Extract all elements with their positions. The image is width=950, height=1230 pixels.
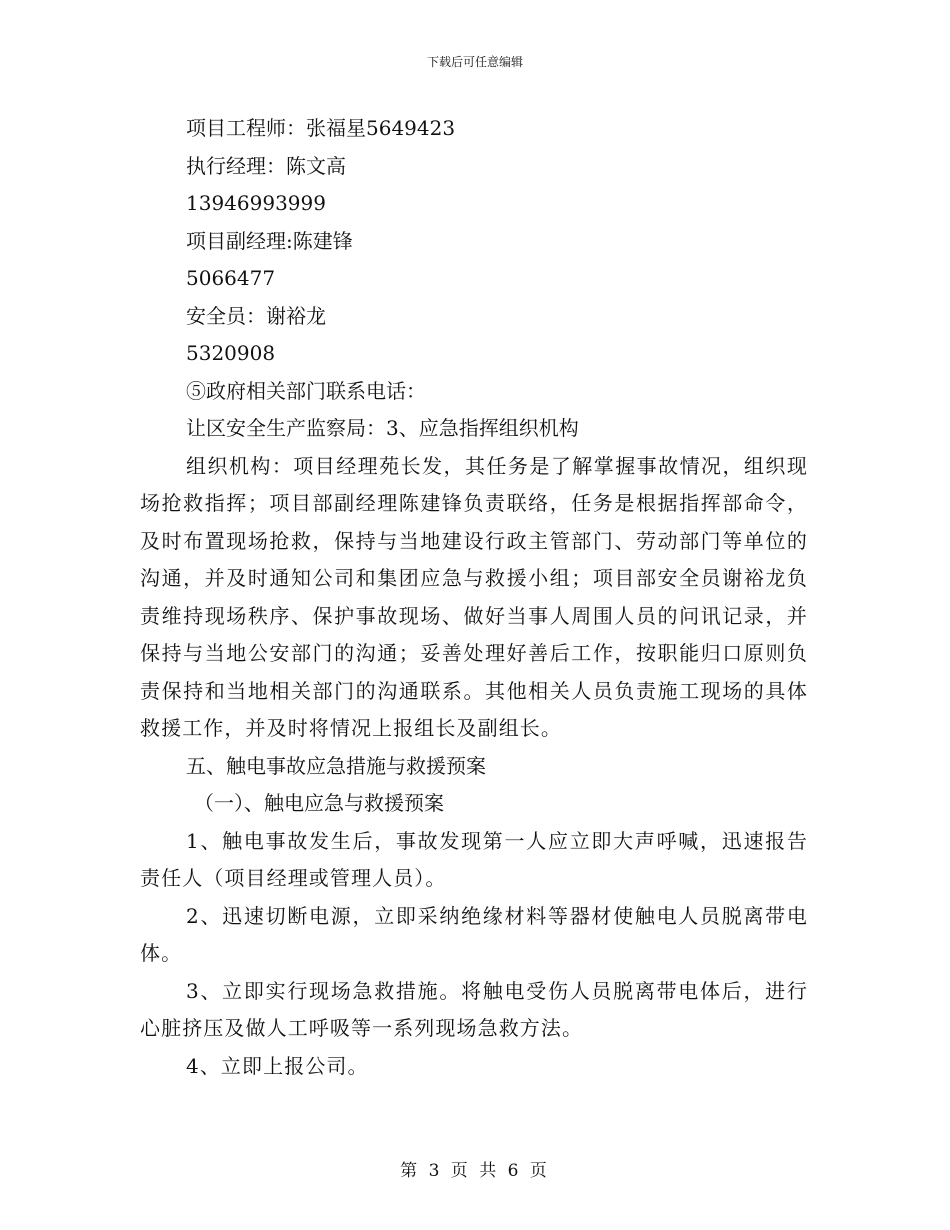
contact-executive-manager: 执行经理：陈文高 — [186, 153, 346, 178]
contact-engineer: 项目工程师：张福星5649423 — [186, 116, 456, 140]
step-item: 3、立即实行现场急救措施。将触电受伤人员脱离带电体后，进行心脏挤压及做人工呼吸等一系列现场急救方法。 — [140, 978, 808, 1040]
contact-safety-officer: 安全员：谢裕龙 — [186, 303, 326, 328]
step-item: 2、迅速切断电源，立即采纳绝缘材料等器材使触电人员脱离带电体。 — [140, 903, 808, 965]
contact-executive-phone: 13946993999 — [186, 191, 326, 215]
contact-deputy-phone: 5066477 — [186, 266, 276, 290]
government-contacts-label: ⑤政府相关部门联系电话： — [186, 378, 426, 403]
subsection-heading: （一）、触电应急与救援预案 — [194, 791, 444, 815]
document-body — [140, 110, 808, 1085]
section-heading: 五、触电事故应急措施与救援预案 — [186, 753, 486, 778]
page-header: 下载后可任意编辑 — [426, 55, 523, 69]
step-item: 1、触电事故发生后，事故发现第一人应立即大声呼喊，迅速报告责任人（项目经理或管理人员）。 — [140, 828, 808, 890]
step-item: 4、立即上报公司。 — [186, 1053, 369, 1078]
contact-safety-phone: 5320908 — [186, 341, 276, 365]
command-organization-line: 让区安全生产监察局：3、应急指挥组织机构 — [186, 416, 579, 440]
organization-paragraph: 组织机构：项目经理苑长发，其任务是了解掌握事故情况，组织现场抢救指挥；项目部副经理陈建锋负责联络，任务是根据指挥部命令，及时布置现场抢救，保持与当地建设行政主管部门、劳动部门等单位的沟通，并及时通知公司和集团应急与救援小组；项目部安全员谢裕龙负责维持现场秩序、保护事故现场、做好当事人周围人员的问讯记录，并保持与当地公安部门的沟通；妥善处理好善后工作，按职能归口原则负责保持和当地相关部门的沟通联系。其他相关人员负责施工现场的具体救援工作，并及时将情况上报组长及副组长。 — [140, 453, 808, 740]
contact-deputy-manager: 项目副经理:陈建锋 — [186, 228, 353, 253]
page-footer: 第 3 页 共 6 页 — [400, 1161, 550, 1181]
